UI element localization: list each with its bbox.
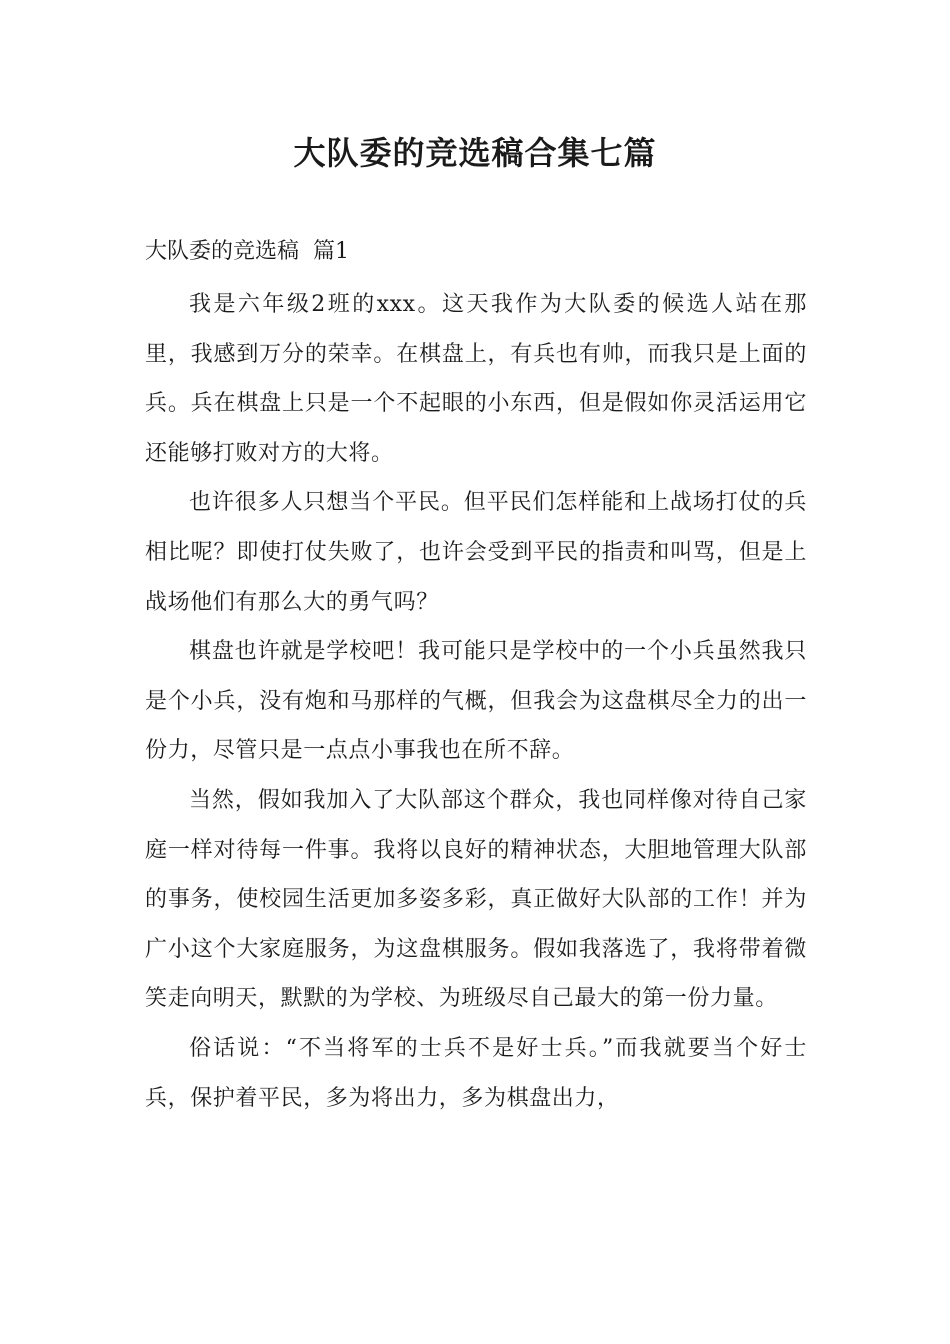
- paragraph-4: 当然，假如我加入了大队部这个群众，我也同样像对待自己家庭一样对待每一件事。我将以良好的精神状态，大胆地管理大队部的事务，使校园生活更加多姿多彩，真正做好大队部的工作！并为广小这个大家庭服务，为这盘棋服务。假如我落选了，我将带着微笑走向明天，默默的为学校、为班级尽自己最大的第一份力量。: [145, 787, 807, 1012]
- paragraph-2: 也许很多人只想当个平民。但平民们怎样能和上战场打仗的兵相比呢？即使打仗失败了，也许会受到平民的指责和叫骂，但是上战场他们有那么大的勇气吗？: [145, 490, 807, 615]
- paragraph-3: 棋盘也许就是学校吧！我可能只是学校中的一个小兵虽然我只是个小兵，没有炮和马那样的气概，但我会为这盘棋尽全力的出一份力，尽管只是一点点小事我也在所不辞。: [145, 639, 807, 764]
- document-body: [145, 280, 807, 1123]
- paragraph-1: 我是六年级2班的xxx。这天我作为大队委的候选人站在那里，我感到万分的荣幸。在棋盘上，有兵也有帅，而我只是上面的兵。兵在棋盘上只是一个不起眼的小东西，但是假如你灵活运用它还能够打败对方的大将。: [145, 292, 807, 466]
- section-heading: 大队委的竞选稿 篇1: [145, 239, 349, 264]
- paragraph-5: 俗话说：“不当将军的士兵不是好士兵。”而我就要当个好士兵，保护着平民，多为将出力，多为棋盘出力，: [145, 1035, 807, 1111]
- document-title: 大队委的竞选稿合集七篇: [293, 134, 657, 172]
